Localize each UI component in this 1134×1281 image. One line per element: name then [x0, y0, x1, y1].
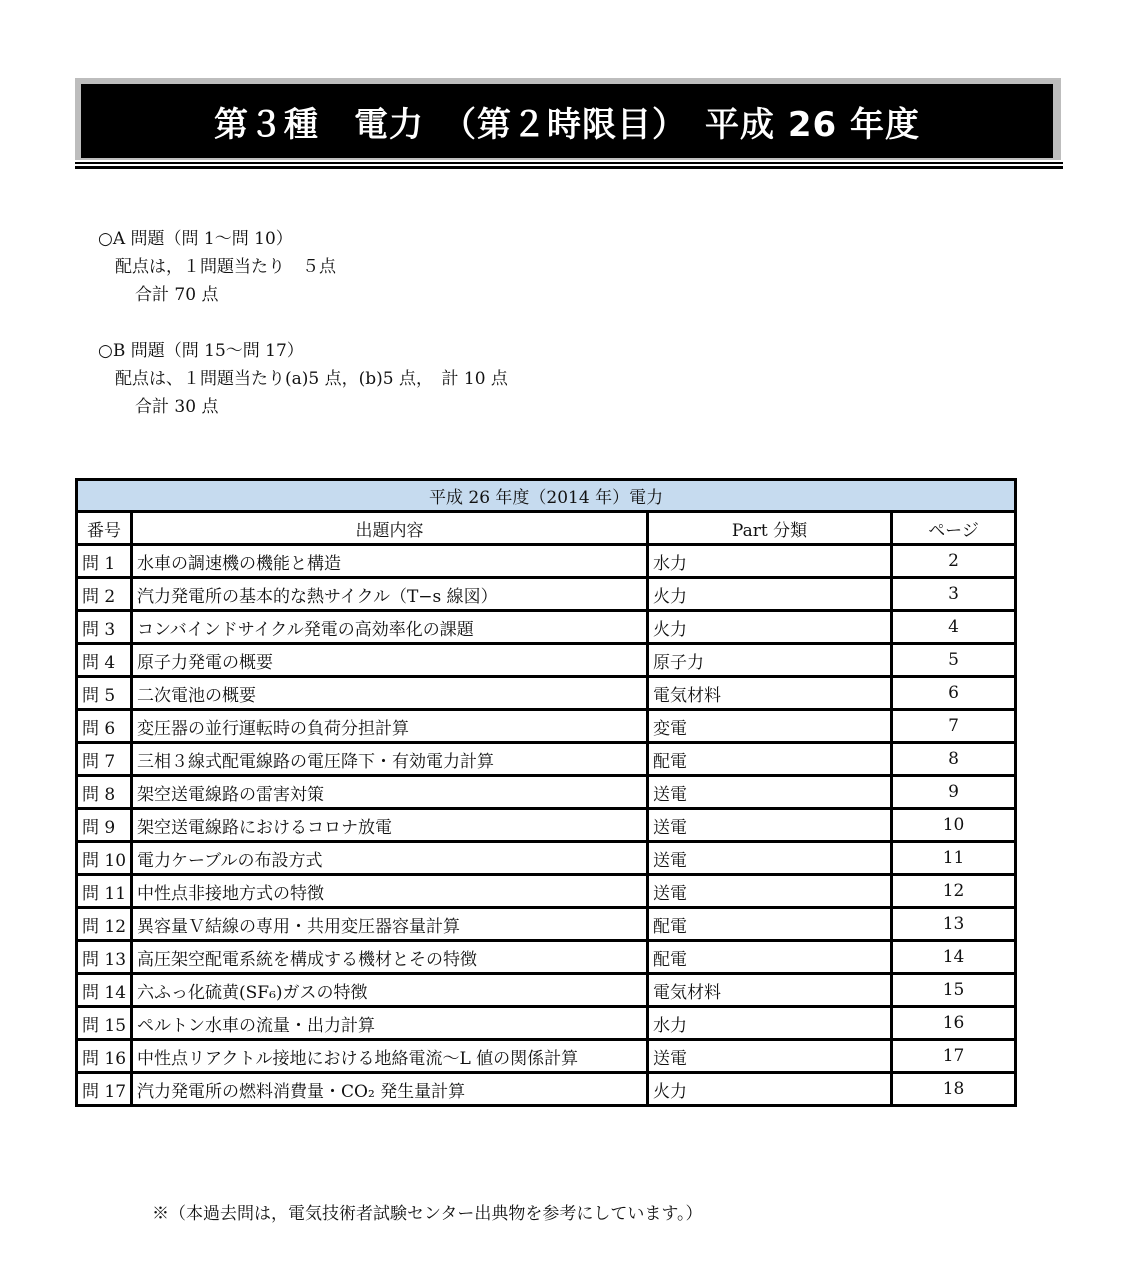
question-number: 問 16: [77, 1040, 132, 1073]
part-category: 配電: [648, 743, 892, 776]
section-a-points: 配点は，１問題当たり ５点: [115, 257, 336, 277]
part-category: 火力: [648, 611, 892, 644]
section-b-total: 合計 30 点: [135, 397, 219, 417]
question-number: 問 5: [77, 677, 132, 710]
table-row: [77, 776, 1016, 809]
part-category: 配電: [648, 941, 892, 974]
question-content: 異容量Ｖ結線の専用・共用変圧器容量計算: [132, 908, 648, 941]
question-content: 高圧架空配電系統を構成する機材とその特徴: [132, 941, 648, 974]
question-table: [75, 478, 1017, 1107]
question-content: 電力ケーブルの布設方式: [132, 842, 648, 875]
part-category: 送電: [648, 1040, 892, 1073]
section-b-points: 配点は、１問題当たり(a)5 点，(b)5 点， 計 10 点: [115, 369, 508, 389]
page-number: 15: [892, 974, 1016, 1007]
page-number: 2: [892, 545, 1016, 578]
section-a-heading: ○A 問題（問 1〜問 10）: [98, 229, 293, 249]
table-row: [77, 578, 1016, 611]
part-category: 電気材料: [648, 677, 892, 710]
page-number: 6: [892, 677, 1016, 710]
question-number: 問 9: [77, 809, 132, 842]
question-content: 中性点リアクトル接地における地絡電流〜L 値の関係計算: [132, 1040, 648, 1073]
table-row: [77, 1073, 1016, 1106]
header-number: 番号: [77, 512, 132, 545]
header-part: Part 分類: [648, 512, 892, 545]
page-number: 10: [892, 809, 1016, 842]
question-content: コンバインドサイクル発電の高効率化の課題: [132, 611, 648, 644]
part-category: 変電: [648, 710, 892, 743]
header-content: 出題内容: [132, 512, 648, 545]
table-row: [77, 842, 1016, 875]
question-content: 水車の調速機の機能と構造: [132, 545, 648, 578]
table-row: [77, 611, 1016, 644]
part-category: 送電: [648, 776, 892, 809]
question-number: 問 3: [77, 611, 132, 644]
part-category: 電気材料: [648, 974, 892, 1007]
question-content: 変圧器の並行運転時の負荷分担計算: [132, 710, 648, 743]
part-category: 送電: [648, 842, 892, 875]
table-header-row: [77, 512, 1016, 545]
table-row: [77, 1040, 1016, 1073]
question-number: 問 8: [77, 776, 132, 809]
table-title: 平成 26 年度（2014 年）電力: [77, 480, 1016, 512]
page-number: 13: [892, 908, 1016, 941]
table-row: [77, 941, 1016, 974]
question-number: 問 10: [77, 842, 132, 875]
page-number: 12: [892, 875, 1016, 908]
page-title: 第３種 電力 （第２時限目） 平成 26 年度: [81, 84, 1053, 158]
question-number: 問 4: [77, 644, 132, 677]
question-content: 中性点非接地方式の特徴: [132, 875, 648, 908]
page-number: 11: [892, 842, 1016, 875]
table-row: [77, 809, 1016, 842]
question-number: 問 2: [77, 578, 132, 611]
section-a-total: 合計 70 点: [135, 285, 219, 305]
question-number: 問 12: [77, 908, 132, 941]
part-category: 水力: [648, 1007, 892, 1040]
question-content: 二次電池の概要: [132, 677, 648, 710]
header-page: ページ: [892, 512, 1016, 545]
question-content: 架空送電線路におけるコロナ放電: [132, 809, 648, 842]
page-number: 7: [892, 710, 1016, 743]
table-row: [77, 644, 1016, 677]
page-number: 4: [892, 611, 1016, 644]
question-content: 六ふっ化硫黄(SF₆)ガスの特徴: [132, 974, 648, 1007]
page-number: 16: [892, 1007, 1016, 1040]
banner-rule: [75, 166, 1063, 169]
footnote: ※（本過去問は，電気技術者試験センター出典物を参考にしています。）: [152, 1204, 703, 1224]
question-number: 問 6: [77, 710, 132, 743]
part-category: 原子力: [648, 644, 892, 677]
part-category: 送電: [648, 809, 892, 842]
question-number: 問 17: [77, 1073, 132, 1106]
question-content: 原子力発電の概要: [132, 644, 648, 677]
table-row: [77, 710, 1016, 743]
question-number: 問 15: [77, 1007, 132, 1040]
question-content: 三相３線式配電線路の電圧降下・有効電力計算: [132, 743, 648, 776]
question-number: 問 11: [77, 875, 132, 908]
section-b-heading: ○B 問題（問 15〜問 17）: [98, 341, 304, 361]
page-number: 14: [892, 941, 1016, 974]
part-category: 火力: [648, 578, 892, 611]
question-number: 問 14: [77, 974, 132, 1007]
page-number: 17: [892, 1040, 1016, 1073]
part-category: 火力: [648, 1073, 892, 1106]
table-row: [77, 743, 1016, 776]
part-category: 送電: [648, 875, 892, 908]
table-row: [77, 908, 1016, 941]
banner-rule: [75, 162, 1063, 164]
question-content: 汽力発電所の基本的な熱サイクル（T−s 線図）: [132, 578, 648, 611]
page-number: 18: [892, 1073, 1016, 1106]
table-row: [77, 875, 1016, 908]
table-row: [77, 1007, 1016, 1040]
part-category: 配電: [648, 908, 892, 941]
title-banner: [75, 78, 1063, 170]
table-row: [77, 974, 1016, 1007]
question-content: 架空送電線路の雷害対策: [132, 776, 648, 809]
page-number: 3: [892, 578, 1016, 611]
question-content: 汽力発電所の燃料消費量・CO₂ 発生量計算: [132, 1073, 648, 1106]
question-number: 問 13: [77, 941, 132, 974]
page-number: 8: [892, 743, 1016, 776]
table-row: [77, 677, 1016, 710]
table-row: [77, 545, 1016, 578]
question-number: 問 1: [77, 545, 132, 578]
page-number: 5: [892, 644, 1016, 677]
part-category: 水力: [648, 545, 892, 578]
question-content: ペルトン水車の流量・出力計算: [132, 1007, 648, 1040]
page-number: 9: [892, 776, 1016, 809]
question-number: 問 7: [77, 743, 132, 776]
